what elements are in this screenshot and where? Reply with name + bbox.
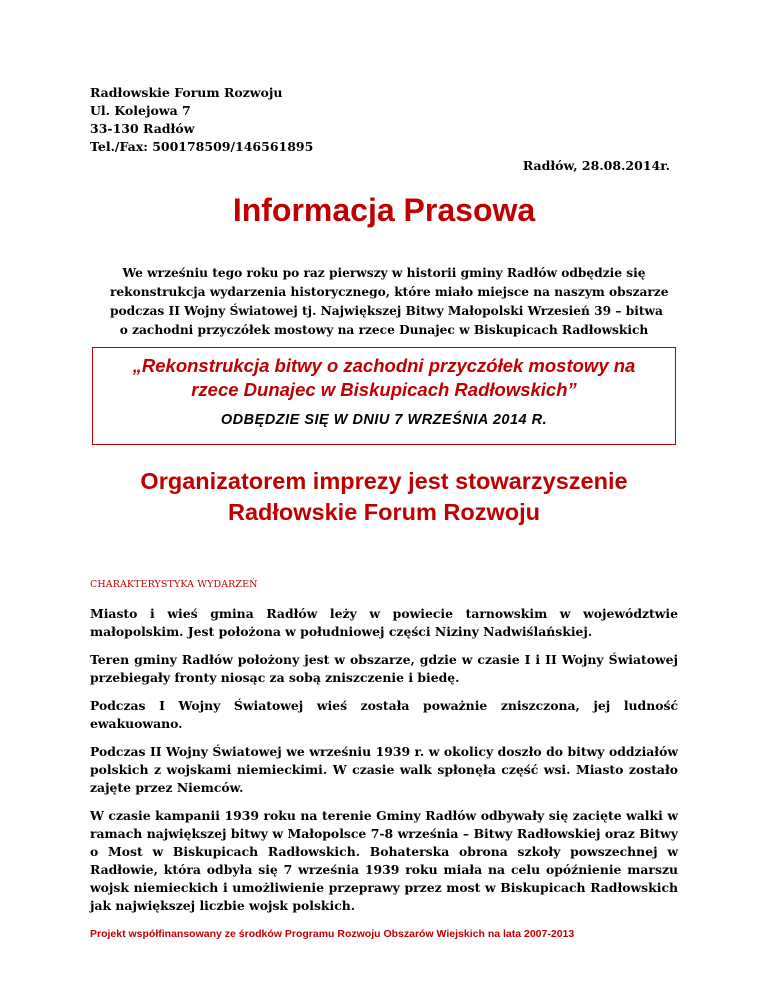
lead-line: We wrześniu tego roku po raz pierwszy w historii gminy Radłów odbędzie się (122, 266, 646, 280)
lead-line: rekonstrukcja wydarzenia historycznego, które miało miejsce na naszym obszarze (110, 285, 669, 299)
organizer-line: Organizatorem imprezy jest stowarzyszenie (140, 468, 628, 494)
body-paragraph: Miasto i wieś gmina Radłów leży w powiecie tarnowskim w województwie małopolskim. Jest położona w południowej części Niziny Nadwiślańskiej. (90, 606, 678, 639)
sender-address-block (90, 84, 313, 156)
lead-line: podczas II Wojny Światowej tj. Największej Bitwy Małopolski Wrzesień 39 – bitwa (110, 304, 663, 318)
event-headline (93, 354, 675, 402)
body-paragraph: Teren gminy Radłów położony jest w obszarze, gdzie w czasie I i II Wojny Światowej przebiegały fronty niosąc za sobą zniszczenie i biedę. (90, 652, 678, 685)
body-paragraph: Podczas II Wojny Światowej we wrześniu 1939 r. w okolicy doszło do bitwy oddziałów polskich z wojskami niemieckimi. W czasie walk spłonęła część wsi. Miasto zostało zajęte przez Niemców. (90, 744, 678, 795)
event-headline-line: rzece Dunajec w Biskupicach Radłowskich” (191, 379, 577, 400)
organizer-heading (0, 466, 768, 528)
lead-line: o zachodni przyczółek mostowy na rzece Dunajec w Biskupicach Radłowskich (119, 323, 649, 337)
body-paragraph: W czasie kampanii 1939 roku na terenie Gminy Radłów odbywały się zacięte walki w ramach największej bitwy w Małopolsce 7-8 września – Bitwy Radłowskiej oraz Bitwy o Most w Biskupicach Radłowskich. Bohaterska obrona szkoły powszechnej w Radłowie, która odbyła się 7 września 1939 roku miała na celu opóźnienie marszu wojsk niemieckich i umożliwienie przeprawy przez most w Biskupicach Radłowskich jak największej liczbie wojsk polskich. (90, 808, 678, 913)
sender-street: Ul. Kolejowa 7 (90, 103, 191, 118)
body-paragraph: Podczas I Wojny Światowej wieś została poważnie zniszczona, jej ludność ewakuowano. (90, 698, 678, 731)
funding-footer: Projekt współfinansowany ze środków Programu Rozwoju Obszarów Wiejskich na lata 2007-2013 (90, 928, 575, 940)
event-date-line: ODBĘDZIE SIĘ W DNIU 7 WRZEŚNIA 2014 R. (220, 412, 548, 428)
document-date: Radłów, 28.08.2014r. (522, 158, 670, 173)
section-heading: CHARAKTERYSTYKA WYDARZEŃ (90, 579, 258, 590)
body-text (90, 605, 678, 925)
page-title: Informacja Prasowa (232, 192, 536, 228)
organizer-line: Radłowskie Forum Rozwoju (227, 499, 541, 525)
event-highlight-box (92, 347, 676, 445)
lead-paragraph (110, 264, 669, 340)
sender-name: Radłowskie Forum Rozwoju (90, 85, 283, 100)
sender-city: 33-130 Radłów (90, 121, 195, 136)
event-headline-line: „Rekonstrukcja bitwy o zachodni przyczółek mostowy na (132, 355, 636, 376)
sender-phone: Tel./Fax: 500178509/146561895 (90, 139, 314, 154)
